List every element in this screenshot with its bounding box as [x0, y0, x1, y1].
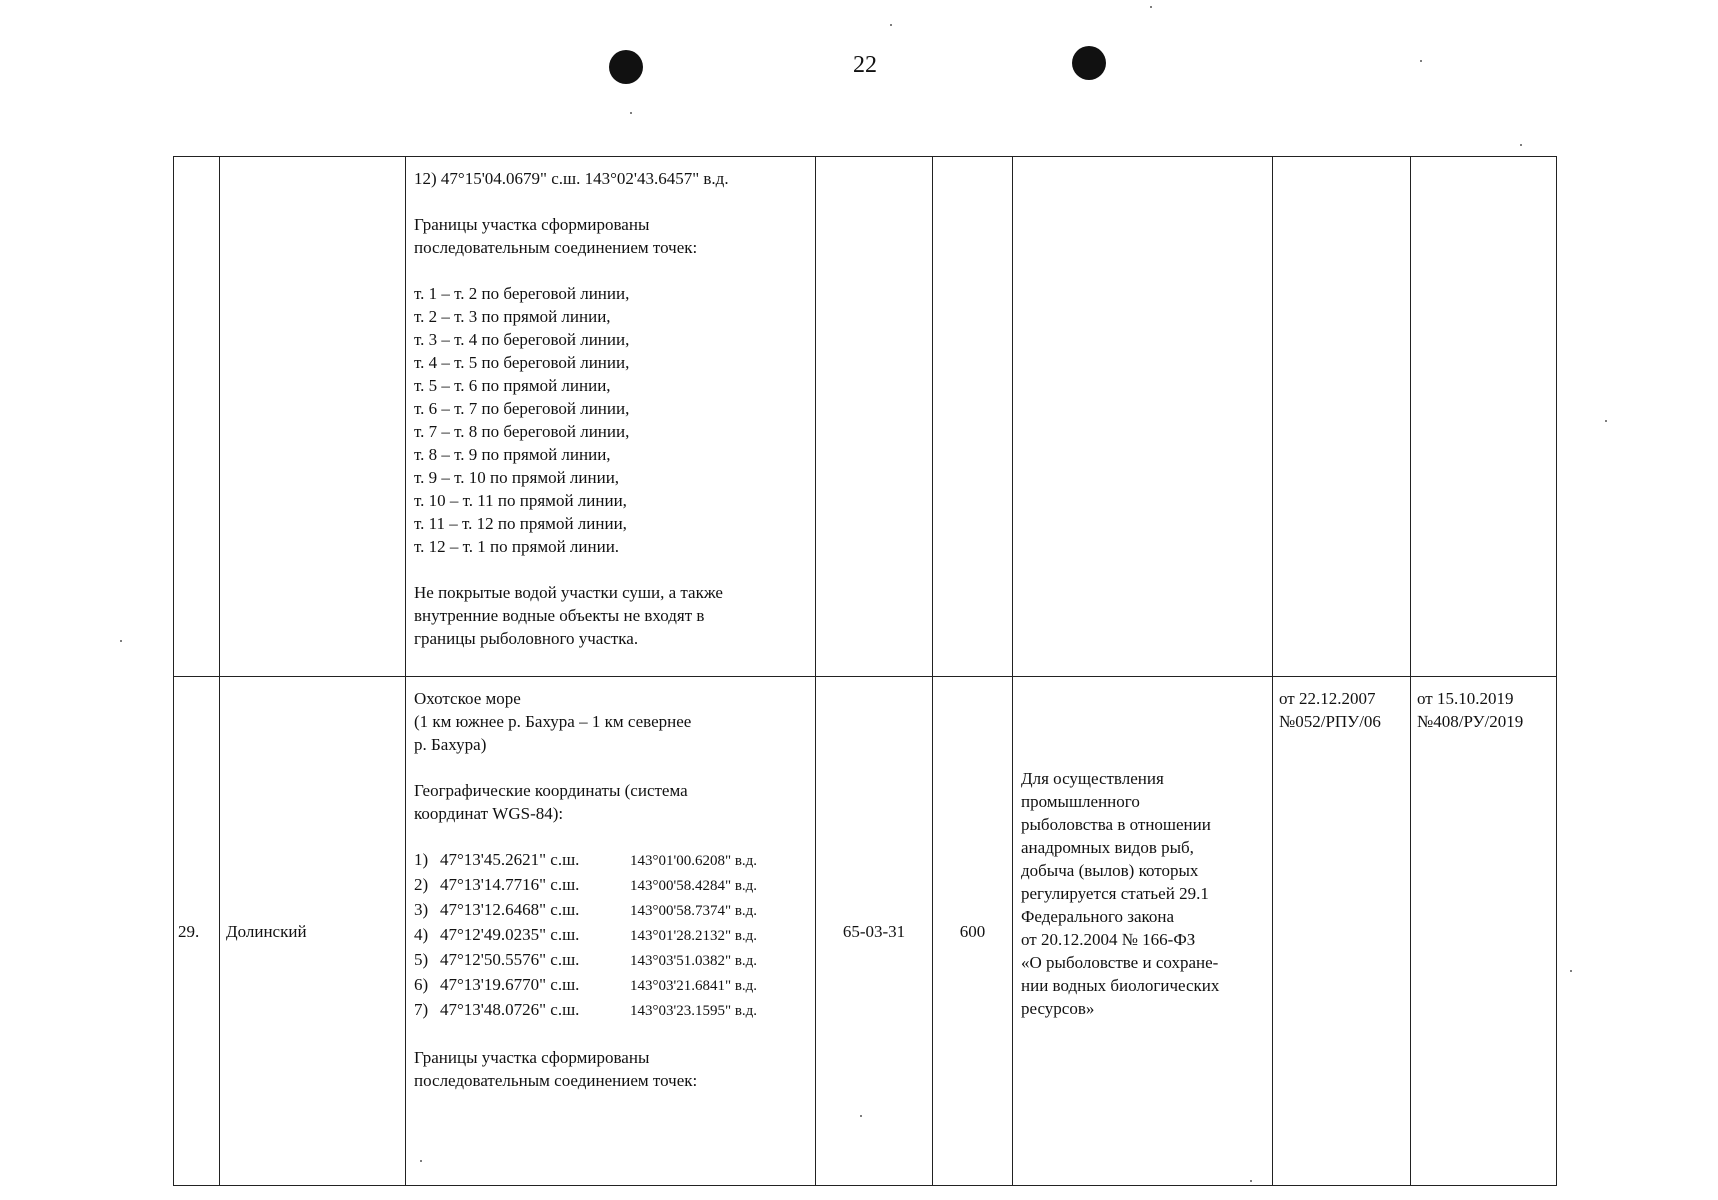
boundary-line: т. 4 – т. 5 по береговой линии, — [414, 353, 630, 372]
decision-cell: от 22.12.2007 №052/РПУ/06 — [1273, 677, 1411, 1186]
decision-cell — [1273, 157, 1411, 677]
purpose-cell: Для осуществления промышленного рыболовства в отношении анадромных видов рыб, добыча (вылов) которых регулируется статьей 29.1 Федерального закона от 20.12.2004 № 166-ФЗ «О рыболовстве и сохране- нии водных биологических ресурсов» — [1013, 677, 1273, 1186]
boundary-line: т. 3 – т. 4 по береговой линии, — [414, 330, 630, 349]
boundary-line: т. 1 – т. 2 по береговой линии, — [414, 284, 630, 303]
description-cell — [406, 157, 816, 677]
fishing-areas-table — [173, 156, 1557, 1186]
decision-cell: от 15.10.2019 №408/РУ/2019 — [1411, 677, 1557, 1186]
scan-speck — [1520, 144, 1522, 146]
district-cell — [220, 157, 406, 677]
coordinate-row: 3) 47°13'12.6468" с.ш. 143°00'58.7374" в.д. — [414, 900, 758, 919]
punch-hole-mark — [609, 50, 643, 84]
coordinate-system-title: Географические координаты (система — [414, 781, 688, 800]
purpose-cell — [1013, 157, 1273, 677]
boundary-line: т. 5 – т. 6 по прямой линии, — [414, 376, 611, 395]
row-index-cell: 29. — [174, 677, 220, 1186]
description-cell — [406, 677, 816, 1186]
area-cell: 600 — [933, 677, 1013, 1186]
boundary-line: т. 10 – т. 11 по прямой линии, — [414, 491, 627, 510]
coordinate-row: 2) 47°13'14.7716" с.ш. 143°00'58.4284" в.д. — [414, 875, 758, 894]
exclusion-note: границы рыболовного участка. — [414, 629, 639, 648]
area-name: р. Бахура) — [414, 735, 487, 754]
boundary-title: последовательным соединением точек: — [414, 1071, 698, 1090]
boundary-line: т. 6 – т. 7 по береговой линии, — [414, 399, 630, 418]
scan-speck — [1570, 970, 1572, 972]
table-row — [174, 157, 1557, 677]
boundary-title: последовательным соединением точек: — [414, 238, 698, 257]
coordinate-row: 1) 47°13'45.2621" с.ш. 143°01'00.6208" в.д. — [414, 850, 758, 869]
boundary-line: т. 12 – т. 1 по прямой линии. — [414, 537, 620, 556]
district-cell: Долинский — [220, 677, 406, 1186]
area-cell — [933, 157, 1013, 677]
area-name: Охотское море — [414, 689, 521, 708]
row-index-cell — [174, 157, 220, 677]
scan-speck — [1150, 6, 1152, 8]
boundary-line: т. 11 – т. 12 по прямой линии, — [414, 514, 627, 533]
coordinate-row: 4) 47°12'49.0235" с.ш. 143°01'28.2132" в.д. — [414, 925, 758, 944]
scan-speck — [1420, 60, 1422, 62]
coordinate-row: 7) 47°13'48.0726" с.ш. 143°03'23.1595" в.д. — [414, 1000, 758, 1019]
table-row — [174, 677, 1557, 1186]
exclusion-note: внутренние водные объекты не входят в — [414, 606, 705, 625]
boundary-line: т. 7 – т. 8 по береговой линии, — [414, 422, 630, 441]
punch-hole-mark — [1072, 46, 1106, 80]
boundary-title: Границы участка сформированы — [414, 1048, 650, 1067]
boundary-line: т. 2 – т. 3 по прямой линии, — [414, 307, 611, 326]
scan-speck — [630, 112, 632, 114]
boundary-line: т. 8 – т. 9 по прямой линии, — [414, 445, 611, 464]
scan-speck — [1605, 420, 1607, 422]
code-cell — [816, 157, 933, 677]
scan-speck — [120, 640, 122, 642]
coordinate-row: 5) 47°12'50.5576" с.ш. 143°03'51.0382" в.д. — [414, 950, 758, 969]
decision-cell — [1411, 157, 1557, 677]
scan-speck — [890, 24, 892, 26]
boundary-title: Границы участка сформированы — [414, 215, 650, 234]
page-number: 22 — [853, 52, 877, 78]
coordinate-system-title: координат WGS-84): — [414, 804, 564, 823]
boundary-line: т. 9 – т. 10 по прямой линии, — [414, 468, 620, 487]
code-cell: 65-03-31 — [816, 677, 933, 1186]
exclusion-note: Не покрытые водой участки суши, а также — [414, 583, 723, 602]
area-name: (1 км южнее р. Бахура – 1 км севернее — [414, 712, 692, 731]
coordinate-row: 6) 47°13'19.6770" с.ш. 143°03'21.6841" в.д. — [414, 975, 758, 994]
coordinate-line: 12) 47°15'04.0679" с.ш. 143°02'43.6457" в.д. — [414, 169, 729, 188]
